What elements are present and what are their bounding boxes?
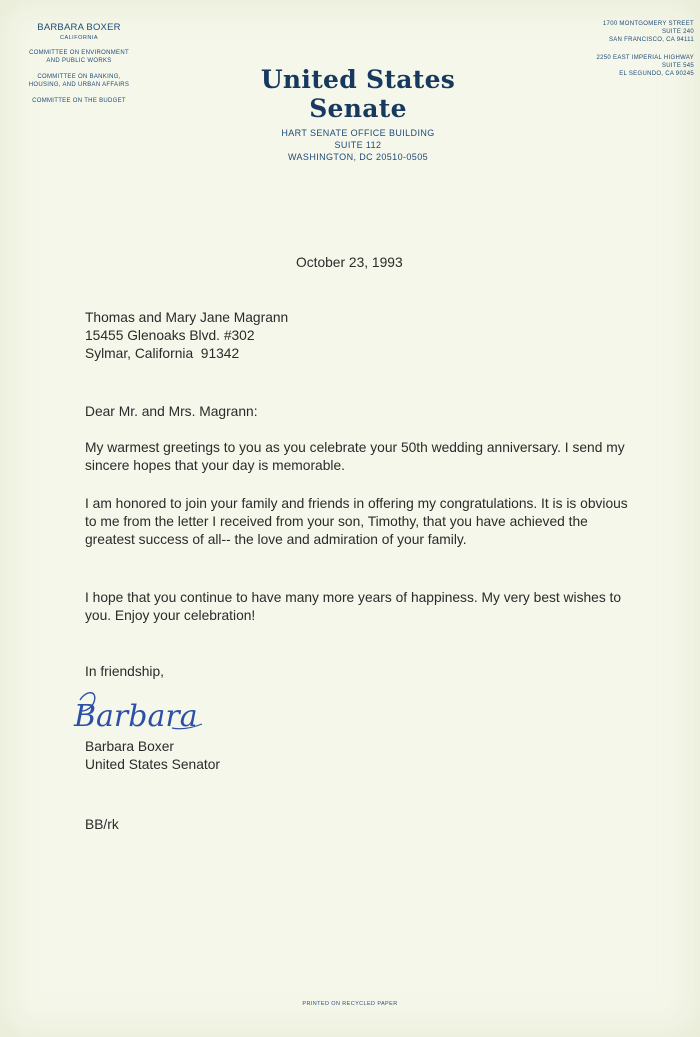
recipient-street: 15455 Glenoaks Blvd. #302 bbox=[85, 328, 255, 343]
senator-info bbox=[10, 22, 148, 105]
salutation: Dear Mr. and Mrs. Magrann: bbox=[85, 404, 258, 419]
field-offices bbox=[564, 20, 694, 78]
recipient-address bbox=[85, 309, 288, 363]
office-address-line: SUITE 240 bbox=[661, 29, 694, 35]
paragraph-3: I hope that you continue to have many more years of happiness. My very best wishes to you. Enjoy your celebration! bbox=[85, 590, 622, 623]
recipient-city: Sylmar, California 91342 bbox=[85, 346, 240, 361]
office-address-line: SUITE 545 bbox=[661, 63, 694, 69]
typist-initials: BB/rk bbox=[85, 817, 119, 832]
signature bbox=[72, 684, 207, 742]
letterhead-title-block bbox=[220, 65, 496, 163]
office-address-line: 1700 MONTGOMERY STREET bbox=[602, 21, 694, 27]
letter-date: October 23, 1993 bbox=[296, 255, 403, 270]
signer-block bbox=[85, 738, 220, 774]
signer-title: United States Senator bbox=[85, 757, 220, 772]
spacer bbox=[564, 44, 694, 54]
office-suite: SUITE 112 bbox=[334, 140, 382, 150]
recipient-name: Thomas and Mary Jane Magrann bbox=[85, 310, 289, 325]
senator-name: BARBARA BOXER bbox=[37, 22, 121, 33]
office-address-line: EL SEGUNDO, CA 90245 bbox=[619, 71, 694, 77]
recycled-paper-note: PRINTED ON RECYCLED PAPER bbox=[302, 1001, 398, 1007]
committee-banking bbox=[10, 73, 148, 89]
office-address-line: SAN FRANCISCO, CA 94111 bbox=[608, 37, 694, 43]
committee-line: COMMITTEE ON BANKING, bbox=[37, 74, 121, 80]
office-building: HART SENATE OFFICE BUILDING bbox=[281, 128, 435, 138]
paragraph-2: I am honored to join your family and friends in offering my congratulations. It is is obvious to me from the letter I received from your son, Timothy, that you have achieved the greatest success of all-- the love and admiration of your family. bbox=[85, 496, 628, 547]
paragraph-1: My warmest greetings to you as you celebrate your 50th wedding anniversary. I send my sincere hopes that your day is memorable. bbox=[85, 440, 625, 473]
office-address-line: 2250 EAST IMPERIAL HIGHWAY bbox=[596, 55, 694, 61]
signer-name: Barbara Boxer bbox=[85, 739, 174, 754]
senate-title: United States Senate bbox=[260, 65, 456, 123]
closing: In friendship, bbox=[85, 664, 164, 679]
senator-state: CALIFORNIA bbox=[59, 35, 98, 41]
committee-line: AND PUBLIC WORKS bbox=[46, 58, 112, 64]
signature-text: Barbara bbox=[74, 699, 198, 734]
committee-line: HOUSING, AND URBAN AFFAIRS bbox=[28, 82, 130, 88]
committee-environment bbox=[10, 49, 148, 65]
committee-budget: COMMITTEE ON THE BUDGET bbox=[32, 98, 126, 104]
office-city: WASHINGTON, DC 20510-0505 bbox=[287, 152, 429, 162]
committee-line: COMMITTEE ON ENVIRONMENT bbox=[29, 50, 129, 56]
